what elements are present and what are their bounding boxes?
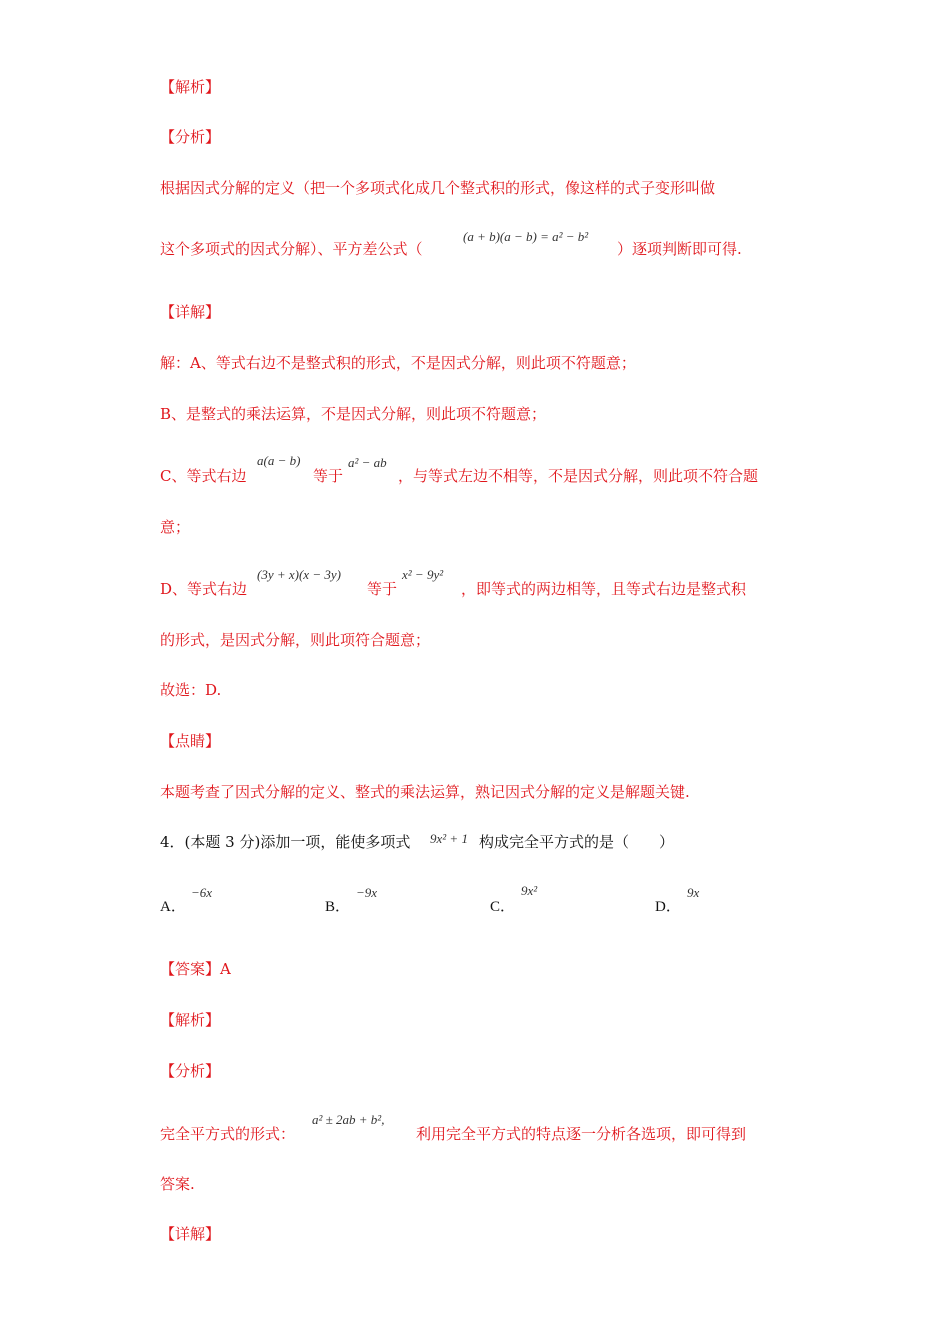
analysis-2-line-2: 答案. (160, 1175, 195, 1193)
heading-fenxi-2: 【分析】 (160, 1062, 221, 1080)
detail-option-b: B、是整式的乘法运算，不是因式分解，则此项不符题意； (160, 405, 547, 423)
option-d-label: D． (655, 899, 681, 915)
question-4-polynomial: 9x² + 1 (430, 831, 468, 846)
detail-option-a: 解：A、等式右边不是整式积的形式，不是因式分解，则此项不符题意； (160, 354, 636, 372)
option-a-math: −6x (191, 885, 213, 900)
detail-option-c-line-2: 意； (160, 518, 191, 536)
analysis-1-line-1: 根据因式分解的定义（把一个多项式化成几个整式积的形式，像这样的式子变形叫做 (160, 179, 716, 197)
option-d-math: 9x (687, 885, 700, 900)
detail-option-c-c: ，与等式左边不相等，不是因式分解，则此项不符合题 (398, 467, 759, 485)
answer-text: 【答案】A (160, 960, 231, 978)
math-d-left: (3y + x)(x − 3y) (257, 567, 341, 582)
option-c-math: 9x² (521, 883, 538, 898)
option-a-label: A． (160, 899, 186, 915)
detail-option-d-c: ，即等式的两边相等，且等式右边是整式积 (461, 580, 747, 598)
option-b-label: B． (325, 899, 351, 915)
math-d-right: x² − 9y² (402, 567, 444, 582)
choose-answer-d: 故选：D. (160, 681, 222, 699)
formula-perfect-square: a² ± 2ab + b², (312, 1112, 385, 1127)
heading-jiexi-1: 【解析】 (160, 78, 221, 96)
formula-square-difference: (a + b)(a − b) = a² − b² (463, 229, 589, 244)
comment-text: 本题考查了因式分解的定义、整式的乘法运算，熟记因式分解的定义是解题关键. (160, 783, 690, 801)
heading-xiangjie-2: 【详解】 (160, 1225, 221, 1243)
analysis-2-a: 完全平方式的形式： (160, 1125, 296, 1143)
question-4-text-a: 4．(本题 3 分)添加一项，能使多项式 (160, 833, 411, 851)
detail-option-d-a: D、等式右边 (160, 580, 248, 598)
analysis-2-b: 利用完全平方式的特点逐一分析各选项，即可得到 (416, 1125, 747, 1143)
heading-jiexi-2: 【解析】 (160, 1011, 221, 1029)
option-b-math: −9x (356, 885, 378, 900)
heading-xiangjie-1: 【详解】 (160, 303, 221, 321)
detail-option-c-a: C、等式右边 (160, 467, 247, 485)
math-c-right: a² − ab (348, 455, 387, 470)
detail-option-d-b: 等于 (367, 580, 398, 598)
analysis-1-line-2a: 这个多项式的因式分解）、平方差公式（ (160, 240, 423, 258)
detail-option-d-line-2: 的形式，是因式分解，则此项符合题意； (160, 631, 431, 649)
math-c-left: a(a − b) (257, 453, 301, 468)
heading-fenxi-1: 【分析】 (160, 128, 221, 146)
analysis-1-line-2b: ）逐项判断即可得. (617, 240, 742, 258)
detail-option-c-b: 等于 (313, 467, 344, 485)
heading-dianjing: 【点睛】 (160, 732, 221, 750)
option-c-label: C． (490, 899, 516, 915)
question-4-text-b: 构成完全平方式的是（ ） (479, 833, 675, 851)
